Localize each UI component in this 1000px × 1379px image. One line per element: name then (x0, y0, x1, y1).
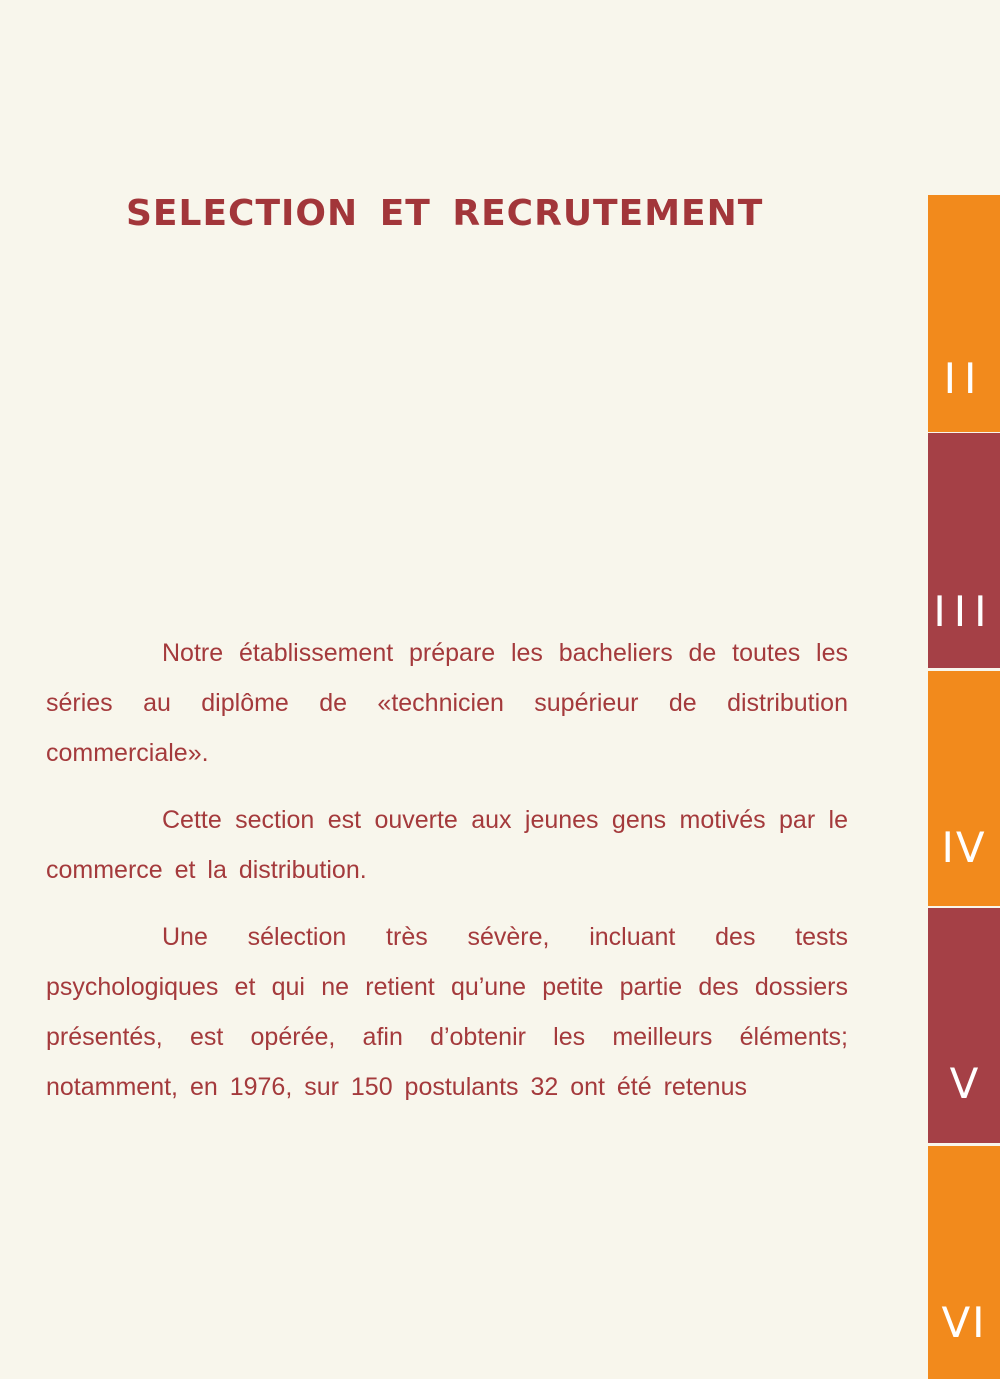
paragraph-3: Une sélection très sévère, incluant des tests psychologiques et qui ne retient qu’une petite partie des dossiers présentés, est opérée, afin d’obtenir les meilleurs éléments; notamment, en 1976, sur 150 postulants 32 ont été retenus (46, 923, 848, 1101)
tab-section-iii[interactable] (928, 433, 1000, 668)
tab-section-iv-label: IV (941, 823, 987, 872)
paragraph-1: Notre établissement prépare les bacheliers de toutes les séries au diplôme de «technicien supérieur de distribution commerciale». (46, 639, 848, 767)
page-title: SELECTION ET RECRUTEMENT (126, 193, 764, 234)
section-tabs (928, 195, 1000, 1379)
tab-section-v-label: V (949, 1059, 979, 1108)
tab-section-ii[interactable] (928, 195, 1000, 432)
tab-section-vi-label: VI (941, 1298, 987, 1347)
paragraph-2: Cette section est ouverte aux jeunes gens motivés par le commerce et la distribution. (46, 806, 848, 884)
tab-section-ii-label: II (943, 354, 985, 403)
tab-section-vi[interactable] (928, 1146, 1000, 1379)
tab-section-v[interactable] (928, 908, 1000, 1143)
tab-section-iii-label: III (933, 587, 995, 636)
tab-section-iv[interactable] (928, 671, 1000, 906)
body-text (46, 628, 848, 1129)
